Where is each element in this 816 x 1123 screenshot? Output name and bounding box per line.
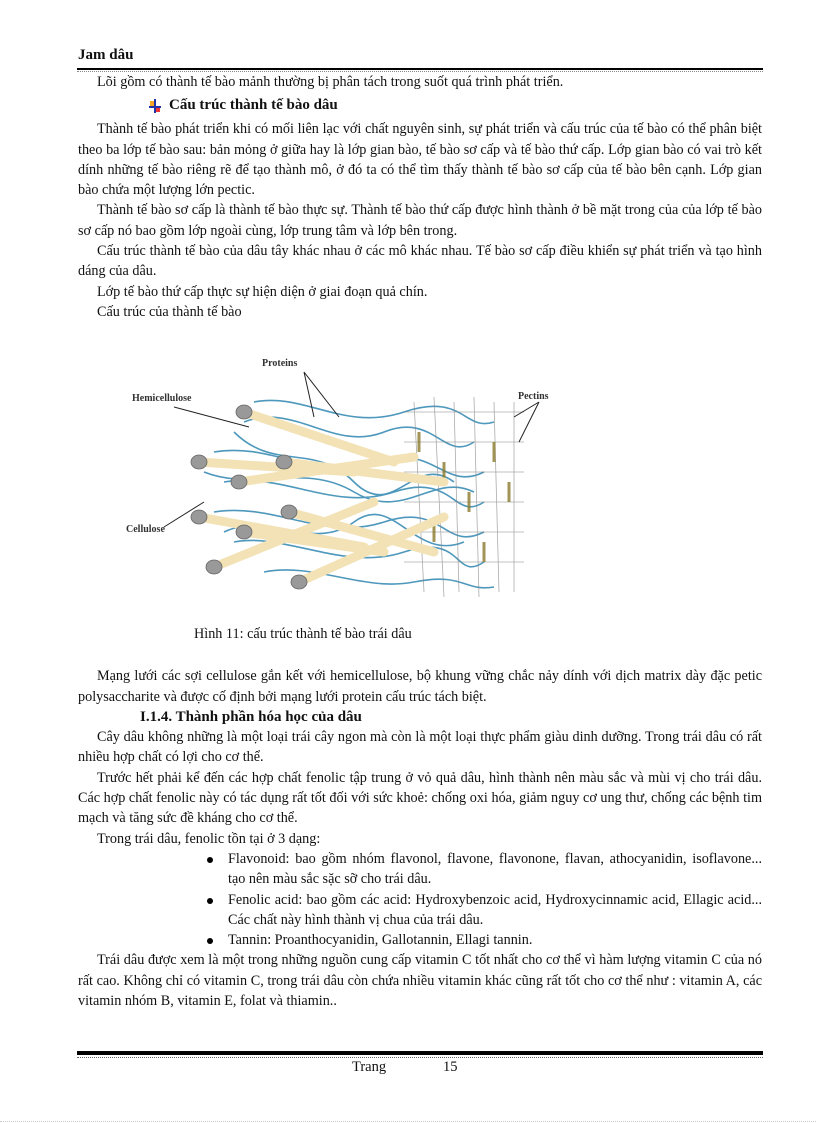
paragraph: Cấu trúc thành tế bào của dâu tây khác nhau ở các mô khác nhau. Tế bào sơ cấp điều khiển sự phát triển và tạo hình dáng của dâu.: [78, 243, 762, 280]
paragraph: Cây dâu không những là một loại trái cây ngon mà còn là một loại thực phẩm giàu dinh dưỡng. Trong trái dâu có rất nhiều hợp chất có lợi cho cơ thể.: [78, 729, 762, 766]
footer-label: Trang: [352, 1059, 387, 1075]
paragraph: Thành tế bào sơ cấp là thành tế bào thực sự. Thành tế bào thứ cấp được hình thành ở bề mặt trong của của lớp tế bào sơ cấp nó bao gồm lớp ngoài cùng, lớp trung tâm và lớp bên trong.: [78, 202, 762, 239]
paragraph: Lõi gồm có thành tế bào mảnh thường bị phân tách trong suốt quá trình phát triển.: [97, 74, 564, 90]
footer-rule-dotted: [77, 1057, 763, 1058]
paragraph: Trái dâu được xem là một trong những nguồn cung cấp vitamin C tốt nhất cho cơ thể vì hàm lượng vitamin C của nó rất cao. Không chỉ có vitamin C, trong trái dâu còn chứa nhiều vitamin khác cũng rất tốt cho cơ thể như : vitamin A, các vitamin nhóm B, vitamin E, folat và thiamin..: [78, 952, 762, 1010]
section-heading-cell-wall: [149, 92, 762, 119]
paragraph: Trong trái dâu, fenolic tồn tại ở 3 dạng:: [97, 830, 321, 847]
paragraph: Cấu trúc của thành tế bào: [97, 303, 242, 320]
running-header-title: Jam dâu: [78, 47, 134, 63]
paragraph: Trước hết phải kể đến các hợp chất fenolic tập trung ở vỏ quả dâu, hình thành nên màu sắc và mùi vị cho trái dâu. Các hợp chất fenolic này có tác dụng rất tốt đối với sức khoẻ: chống oxi hóa, giảm nguy cơ ung thư, chống các bệnh tim mạch và tăng sức đề kháng cho cơ thể.: [78, 769, 762, 827]
footer-rule: [77, 1051, 763, 1055]
cell-wall-structure-figure: [114, 342, 584, 610]
figure-caption: Hình 11: cấu trúc thành tế bào trái dâu: [194, 626, 412, 643]
header-rule: [77, 68, 763, 70]
figure-label-cellulose: Cellulose: [126, 524, 165, 536]
figure-label-hemicellulose: Hemicellulose: [132, 393, 192, 405]
list-item: Tannin: Proanthocyanidin, Gallotannin, Ellagi tannin.: [228, 930, 762, 950]
paragraph: Lớp tế bào thứ cấp thực sự hiện diện ở giai đoạn quả chín.: [97, 283, 428, 300]
list-item: Fenolic acid: bao gồm các acid: Hydroxybenzoic acid, Hydroxycinnamic acid, Ellagic acid... Các chất này hình thành vị chua của trái dâu.: [228, 890, 762, 931]
paragraph: Mạng lưới các sợi cellulose gắn kết với hemicellulose, bộ khung vững chắc nảy dính với dịch matrix dày đặc petic polysaccharite và được cố định bởi mạng lưới protein cấu trúc tách biệt.: [78, 668, 762, 705]
colored-cross-bullet-icon: [149, 99, 161, 113]
page-number: 15: [443, 1059, 458, 1075]
list-item: Flavonoid: bao gồm nhóm flavonol, flavone, flavonone, flavan, athocyanidin, isoflavone... tạo nên màu sắc sặc sỡ cho trái dâu.: [228, 849, 762, 890]
section-heading-text: Cấu trúc thành tế bào dâu: [169, 97, 338, 114]
cell-wall-illustration: [114, 342, 584, 610]
page-edge: [0, 1121, 816, 1122]
figure-label-proteins: Proteins: [262, 358, 298, 370]
fenolic-forms-list: [78, 849, 762, 950]
figure-label-pectins: Pectins: [518, 391, 549, 403]
paragraph: Thành tế bào phát triển khi có mối liên lạc với chất nguyên sinh, sự phát triển và cấu trúc của tế bào có thể phân biệt theo ba lớp tế bào sau: bản mỏng ở giữa hay là lớp gian bào, tế bào sơ cấp và tế bào thứ cấp. Lớp gian bào có vai trò kết dính những tế bào riêng rẽ để tạo thành mô, ở đó ta có thể tìm thấy thành tế bào sơ cấp của tế bào bên cạnh. Lớp gian bào chứa một lượng lớn pectic.: [78, 121, 762, 199]
section-heading-chemical-composition: I.1.4. Thành phần hóa học của dâu: [140, 708, 362, 725]
document-body: [78, 72, 762, 1011]
